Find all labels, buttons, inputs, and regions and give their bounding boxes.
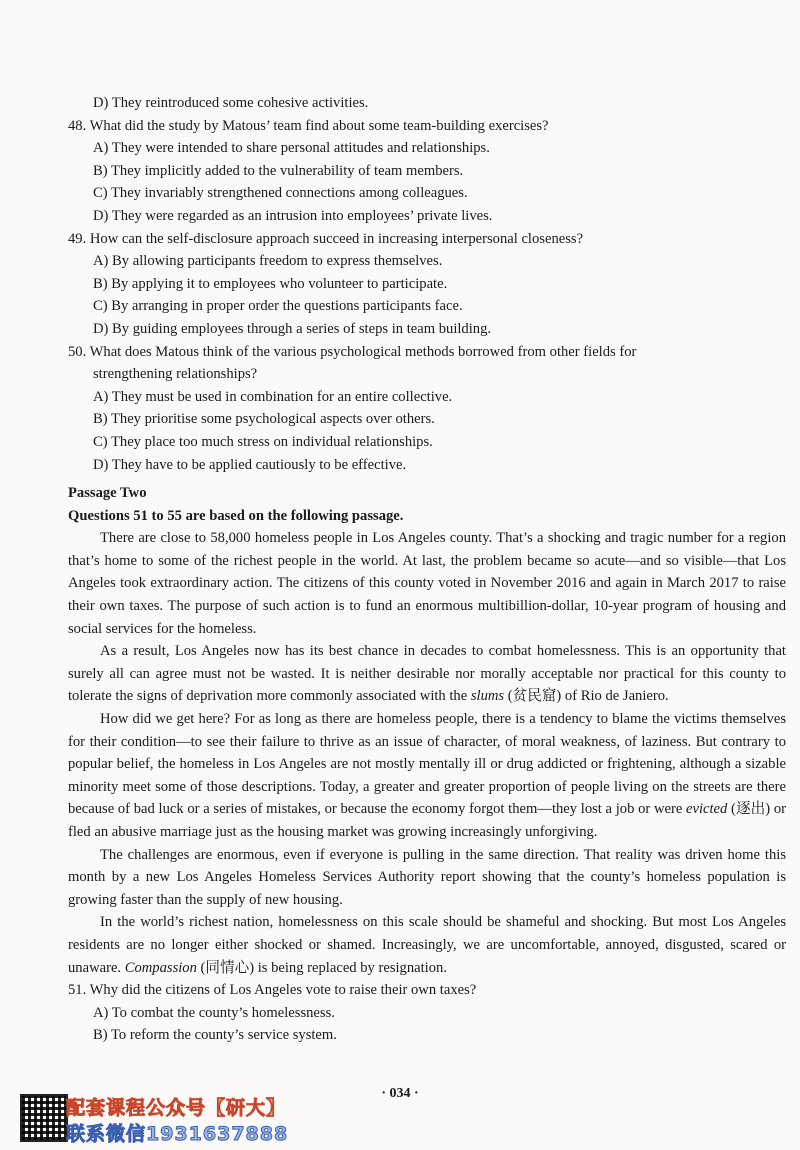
qr-code-icon (20, 1094, 68, 1142)
passage-paragraph-1: There are close to 58,000 homeless people in Los Angeles county. That’s a shocking and tragic number for a region that’s home to some of the richest people in the world. At last, the problem became so acute—and so visible—that Los Angeles took extraordinary action. The citizens of this county voted in November 2016 and again in March 2017 to raise their own taxes. The purpose of such action is to fund an enormous multibillion-dollar, 10-year program of housing and social services for the homeless. (68, 530, 786, 637)
q48-option-a: A) They were intended to share personal attitudes and relationships. (93, 140, 490, 157)
page-number: · 034 · (381, 1086, 419, 1101)
q49-option-a: A) By allowing participants freedom to express themselves. (93, 253, 443, 270)
q48-option-b: B) They implicitly added to the vulnerability of team members. (93, 162, 464, 179)
q49-option-c: C) By arranging in proper order the questions participants face. (93, 298, 463, 315)
q47-option-d: D) They reintroduced some cohesive activities. (93, 95, 369, 111)
passage-paragraph-2: As a result, Los Angeles now has its best chance in decades to combat homelessness. This is an opportunity that surely all can agree must not be wasted. It is neither desirable nor morally acceptable nor practical for this county to tolerate the signs of deprivation more commonly associated with the slums (贫民窟) of Rio de Janiero. (68, 643, 786, 705)
passage-paragraph-4: The challenges are enormous, even if everyone is pulling in the same direction. That reality was driven home this month by a new Los Angeles Homeless Services Authority report showing that the county’s homeless population is growing faster than the supply of new housing. (68, 846, 786, 908)
q50-option-a: A) They must be used in combination for an entire collective. (93, 388, 453, 405)
q51-question: 51. Why did the citizens of Los Angeles vote to raise their own taxes? (68, 982, 477, 999)
passage-instruction: Questions 51 to 55 are based on the following passage. (68, 507, 404, 524)
document-page (68, 92, 786, 1047)
term-slums: slums (470, 688, 505, 705)
q50-option-b: B) They prioritise some psychological aspects over others. (93, 411, 435, 428)
q49-question: 49. How can the self-disclosure approach succeed in increasing interpersonal closeness? (68, 230, 584, 247)
passage-paragraph-3: How did we get here? For as long as there are homeless people, there is a tendency to blame the victims themselves for their condition—to see their failure to thrive as an issue of character, of moral weakness, of laziness. But contrary to popular belief, the homeless in Los Angeles are not mostly mentally ill or drug addicted or frightening, although a sizable minority meet some of those descriptions. Today, a greater and greater proportion of people living on the streets are there because of bad luck or a series of mistakes, or because the economy forgot them—they lost a job or were evicted (逐出) or fled an abusive marriage just as the housing market was growing increasingly unforgiving. (68, 711, 786, 840)
q48-question: 48. What did the study by Matous’ team find about some team-building exercises? (68, 117, 549, 134)
q50-option-c: C) They place too much stress on individual relationships. (93, 433, 433, 450)
q50-question-line1: 50. What does Matous think of the various psychological methods borrowed from other fields for (68, 343, 637, 360)
q51-option-b: B) To reform the county’s service system. (93, 1027, 337, 1044)
passage-paragraph-5: In the world’s richest nation, homelessness on this scale should be shameful and shocking. But most Los Angeles residents are no longer either shocked or shamed. Increasingly, we are uncomfortable, annoyed, disgusted, scared or unaware. Compassion (同情心) is being replaced by resignation. (68, 914, 786, 976)
q49-option-d: D) By guiding employees through a series of steps in team building. (93, 320, 492, 337)
q51-option-a: A) To combat the county’s homelessness. (93, 1004, 335, 1021)
term-compassion: Compassion (124, 959, 197, 976)
term-evicted: evicted (686, 801, 728, 818)
q48-option-c: C) They invariably strengthened connections among colleagues. (93, 185, 468, 202)
q49-option-b: B) By applying it to employees who volunteer to participate. (93, 275, 448, 292)
watermark-line-2: 联系微信1931637888 (66, 1123, 289, 1145)
q48-option-d: D) They were regarded as an intrusion into employees’ private lives. (93, 207, 493, 224)
q50-question-line2: strengthening relationships? (93, 366, 258, 383)
q50-option-d: D) They have to be applied cautiously to be effective. (93, 456, 407, 473)
passage-title: Passage Two (68, 485, 147, 502)
watermark-line-1: 配套课程公众号【研大】 (66, 1097, 287, 1119)
